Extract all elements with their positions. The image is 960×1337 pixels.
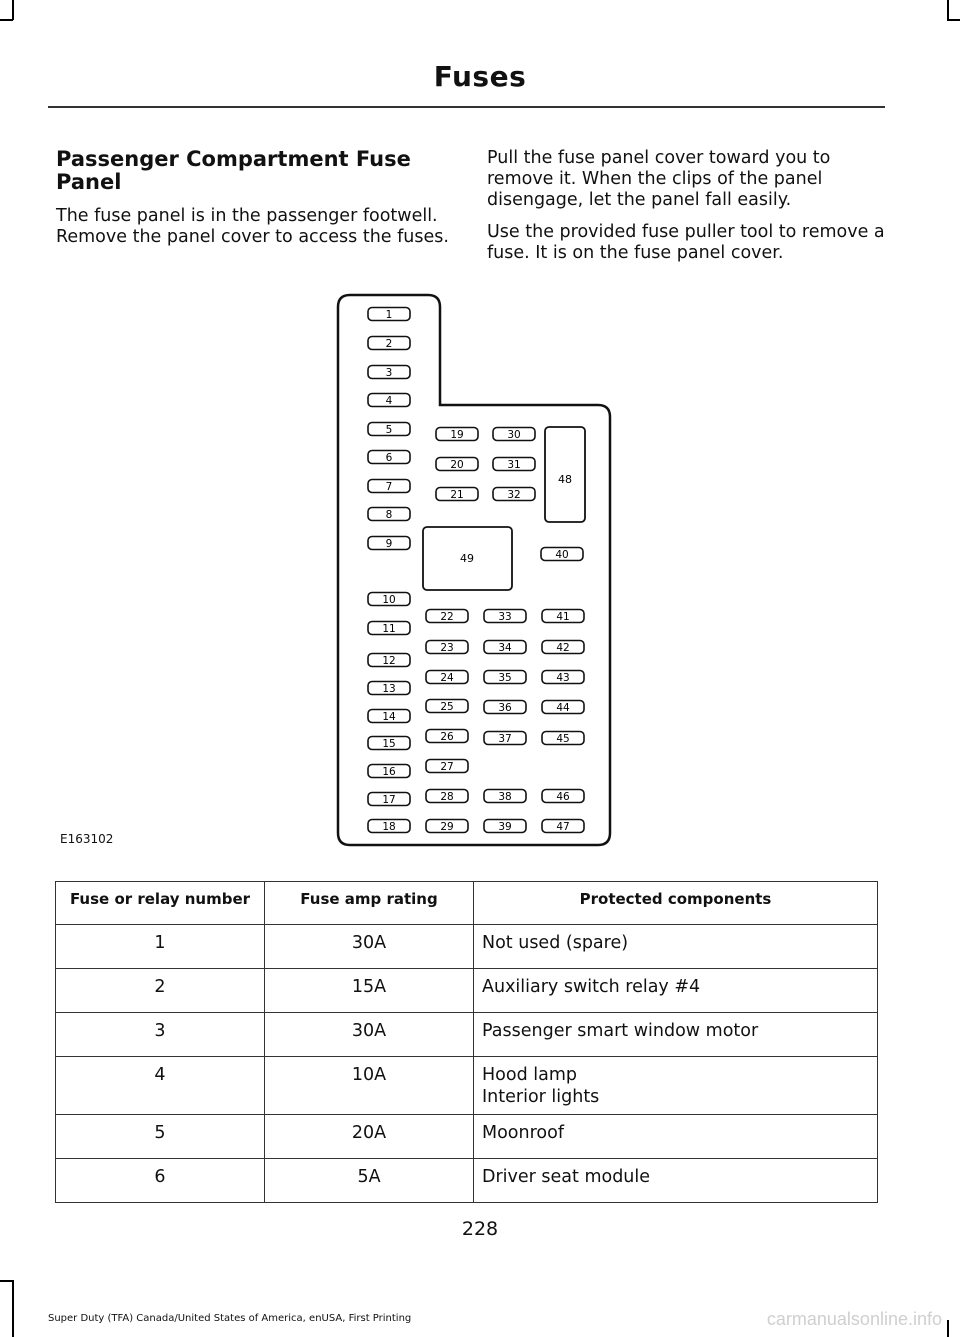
fuse-label: 39 [498,821,512,833]
amp-rating-cell: 30A [265,1013,474,1057]
fuse-label: 45 [556,733,570,745]
fuse-label: 28 [440,791,454,803]
instruction-paragraph: Use the provided fuse puller tool to remove a fuse. It is on the fuse panel cover. [487,222,885,263]
component-text: Passenger smart window motor [482,1021,759,1041]
fuse-label: 2 [385,338,393,350]
instruction-paragraph: Pull the fuse panel cover toward you to remove it. When the clips of the panel disengage, let the panel fall easily. [487,148,831,210]
fuse-label: 36 [498,702,512,714]
fuse-number-cell: 4 [56,1057,265,1115]
fuse-label: 11 [382,623,396,635]
components-cell [474,1159,878,1203]
column-header: Fuse or relay number [56,882,265,925]
component-text: Auxiliary switch relay #4 [482,977,701,997]
component-text: Interior lights [482,1087,600,1107]
fuse-label: 16 [382,766,396,778]
figure-id: E163102 [60,832,114,846]
components-cell [474,1115,878,1159]
fuse-label: 5 [385,424,393,436]
watermark: carmanualsonline.info [766,1309,942,1329]
components-cell [474,1057,878,1115]
fuse-label: 27 [440,761,454,773]
fuse-label: 6 [385,452,393,464]
fuse-label: 9 [385,538,393,550]
fuse-label: 42 [556,642,570,654]
page-number: 228 [461,1218,499,1240]
fuse-label: 25 [440,701,454,713]
table-header-row [56,882,878,925]
fuse-label: 44 [556,702,570,714]
relay-label: 49 [460,552,474,565]
fuse-table [55,881,878,1203]
fuse-label: 18 [382,821,396,833]
component-text: Not used (spare) [482,933,629,953]
fuse-label: 37 [498,733,512,745]
fuse-label: 17 [382,794,396,806]
fuse-label: 19 [450,429,464,441]
components-cell [474,969,878,1013]
amp-rating-cell: 20A [265,1115,474,1159]
component-text: Driver seat module [482,1167,651,1187]
fuse-label: 12 [382,655,396,667]
fuse-label: 43 [556,672,570,684]
fuse-label: 7 [385,481,393,493]
component-text: Moonroof [482,1123,564,1143]
relay-label: 48 [558,473,572,486]
fuse-group [368,308,584,834]
table-row [56,925,878,969]
intro-paragraph: The fuse panel is in the passenger footwell. Remove the panel cover to access the fuses. [56,206,449,247]
crop-mark [12,1280,14,1337]
table-row [56,1057,878,1115]
components-cell [474,1013,878,1057]
crop-mark [947,1320,949,1337]
fuse-label: 35 [498,672,512,684]
fuse-number-cell: 1 [56,925,265,969]
fuse-label: 47 [556,821,570,833]
fuse-label: 10 [382,594,396,606]
footer-text: Super Duty (TFA) Canada/United States of America, enUSA, First Printing [48,1313,412,1324]
fuse-label: 33 [498,611,512,623]
table-row [56,969,878,1013]
fuse-label: 31 [507,459,521,471]
fuse-label: 13 [382,683,396,695]
fuse-number-cell: 3 [56,1013,265,1057]
fuse-label: 24 [440,672,454,684]
fuse-label: 20 [450,459,464,471]
fuse-label: 40 [555,549,569,561]
fuse-label: 30 [507,429,521,441]
table-row [56,1115,878,1159]
component-text: Hood lamp [482,1065,577,1085]
fuse-label: 34 [498,642,512,654]
fuse-number-cell: 6 [56,1159,265,1203]
components-cell [474,925,878,969]
fuse-label: 32 [507,489,521,501]
fuse-label: 29 [440,821,454,833]
section-title: Passenger Compartment Fuse Panel [56,147,411,194]
fuse-label: 21 [450,489,464,501]
fuse-label: 1 [385,309,393,321]
fuse-label: 15 [382,738,396,750]
amp-rating-cell: 10A [265,1057,474,1115]
fuse-label: 41 [556,611,570,623]
fuse-number-cell: 5 [56,1115,265,1159]
fuse-label: 4 [385,395,393,407]
table-row [56,1013,878,1057]
fuse-number-cell: 2 [56,969,265,1013]
fuse-label: 22 [440,611,454,623]
page-header-title: Fuses [433,60,527,93]
fuse-label: 46 [556,791,570,803]
amp-rating-cell: 30A [265,925,474,969]
amp-rating-cell: 5A [265,1159,474,1203]
fuse-label: 3 [385,367,393,379]
fuse-label: 38 [498,791,512,803]
fuse-label: 8 [385,509,393,521]
fuse-label: 14 [382,711,396,723]
fuse-label: 26 [440,731,454,743]
column-header: Protected components [474,882,878,925]
column-header: Fuse amp rating [265,882,474,925]
fuse-label: 23 [440,642,454,654]
crop-mark [0,1280,13,1282]
amp-rating-cell: 15A [265,969,474,1013]
table-row [56,1159,878,1203]
